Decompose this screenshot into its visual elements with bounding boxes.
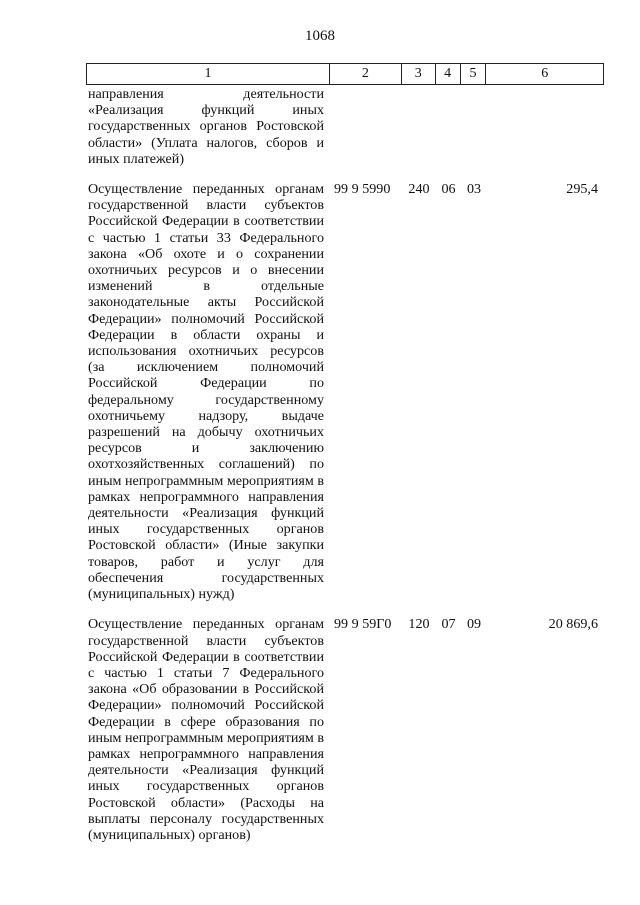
table-row [86, 616, 604, 843]
row-target-code: 99 9 59Г0 [334, 616, 392, 633]
row-section: 06 [441, 181, 456, 198]
column-header-2: 2 [330, 64, 402, 84]
column-header-4: 4 [436, 64, 461, 84]
table-row [86, 181, 604, 602]
row-description: направления деятельности «Реализация функций иных государственных органов Ростовской области» (Уплата налогов, сборов и иных платежей) [88, 86, 324, 167]
row-description: Осуществление переданных органам государственной власти субъектов Российской Федерации в соответствии с частью 1 статьи 33 Федерального закона «Об охоте и о сохранении охотничьих ресурсов и о внесении изменений в отдельные законодательные акты Российской Федерации» полномочий Российской Федерации в области охраны и использования охотничьих ресурсов (за исключением полномочий Российской Федерации по федеральному государственному охотничьему надзору, выдаче разрешений на добычу охотничьих ресурсов и заключению охотхозяйственных соглашений) по иным непрограммным мероприятиям в рамках непрограммного направления деятельности «Реализация функций иных государственных органов Ростовской области» (Иные закупки товаров, работ и услуг для обеспечения государственных (муниципальных) нужд) [88, 181, 324, 603]
row-amount: 20 869,6 [548, 616, 598, 633]
table-row [86, 86, 604, 167]
page-number: 1068 [305, 28, 335, 44]
column-header-5: 5 [461, 64, 487, 84]
row-target-code: 99 9 5990 [334, 181, 391, 198]
column-header-6: 6 [541, 66, 549, 81]
row-description: Осуществление переданных органам государственной власти субъектов Российской Федерации в соответствии с частью 1 статьи 7 Федерального закона «Об образовании в Российской Федерации» полномочий Российской Федерации в сфере образования по иным непрограммным мероприятиям в рамках непрограммного направления деятельности «Реализация функций иных государственных органов Ростовской области» (Расходы на выплаты персоналу государственных (муниципальных) органов) [88, 616, 324, 843]
column-header-1: 1 [87, 64, 330, 84]
row-amount: 295,4 [566, 181, 598, 198]
row-subsection: 09 [466, 616, 482, 633]
row-expense-type: 240 [408, 181, 430, 198]
row-section: 07 [441, 616, 456, 633]
column-header-3: 3 [402, 64, 436, 84]
row-subsection: 03 [466, 181, 482, 198]
table-body [86, 86, 604, 843]
table-header [86, 63, 604, 85]
row-expense-type: 120 [408, 616, 430, 633]
